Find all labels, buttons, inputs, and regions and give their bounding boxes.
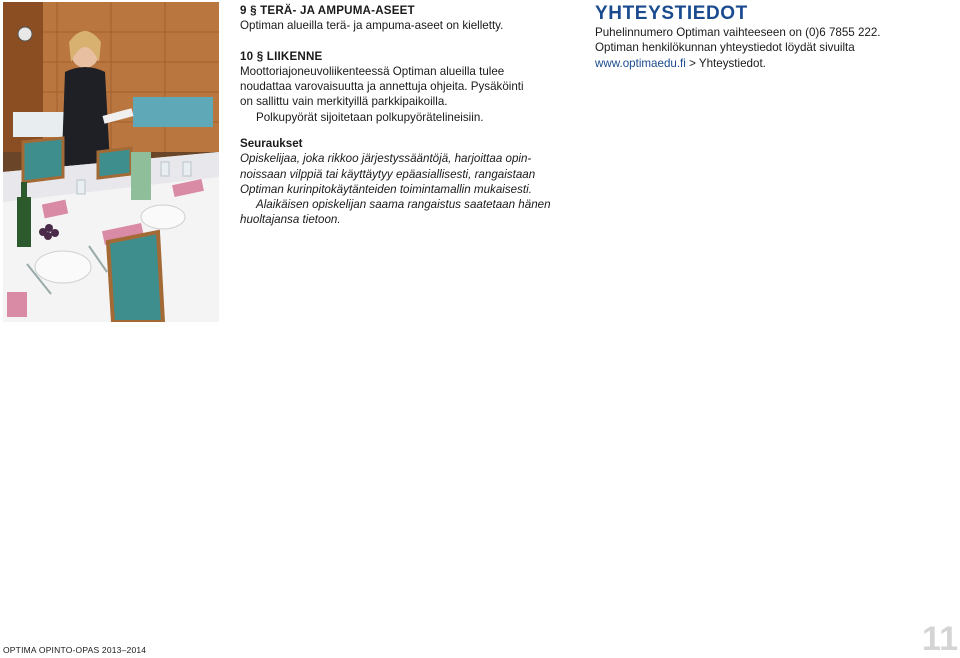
contact-staff: Optiman henkilökunnan yhteystiedot löydät sivuilta <box>595 41 855 55</box>
consequences-line: Alaikäisen opiskelijan saama rangaistus saatetaan hänen <box>256 198 551 212</box>
rules-column <box>240 3 570 125</box>
consequences-line: Optiman kurinpitokäytänteiden toimintamallin mukaisesti. <box>240 182 532 196</box>
section-10-line: noudattaa varovaisuutta ja annettuja ohjeita. Pysäköinti <box>240 80 524 94</box>
contact-link-line <box>595 56 935 71</box>
contact-column <box>595 3 935 71</box>
consequences-heading: Seuraukset <box>240 137 303 150</box>
footer-title: OPTIMA OPINTO-OPAS 2013–2014 <box>3 645 147 655</box>
section-10-line: Moottoriajoneuvoliikenteessä Optiman alueilla tulee <box>240 64 505 78</box>
restaurant-photo <box>3 2 219 322</box>
contact-phone: Puhelinnumero Optiman vaihteeseen on (0)6 7855 222. <box>595 26 881 39</box>
section-10-line: Polkupyörät sijoitetaan polkupyörätelineisiin. <box>256 110 484 124</box>
section-9-heading: 9 § TERÄ- JA AMPUMA-ASEET <box>240 4 415 17</box>
website-link[interactable]: www.optimaedu.fi <box>595 56 686 70</box>
consequences-line: huoltajansa tietoon. <box>240 213 341 227</box>
consequences-line: noissaan vilppiä tai käyttäytyy epäasiallisesti, rangaistaan <box>240 167 536 181</box>
page-number: 11 <box>922 620 958 658</box>
section-10-line: on sallittu vain merkityillä parkkipaikoilla. <box>240 95 448 109</box>
section-9-text: Optiman alueilla terä- ja ampuma-aseet on kielletty. <box>240 19 504 33</box>
consequences-line: Opiskelijaa, joka rikkoo järjestyssääntöjä, harjoittaa opin- <box>240 152 532 166</box>
section-10-heading: 10 § LIIKENNE <box>240 49 323 63</box>
consequences-section <box>240 136 570 228</box>
link-suffix: > Yhteystiedot. <box>685 56 766 70</box>
contact-title: YHTEYSTIEDOT <box>595 3 748 24</box>
